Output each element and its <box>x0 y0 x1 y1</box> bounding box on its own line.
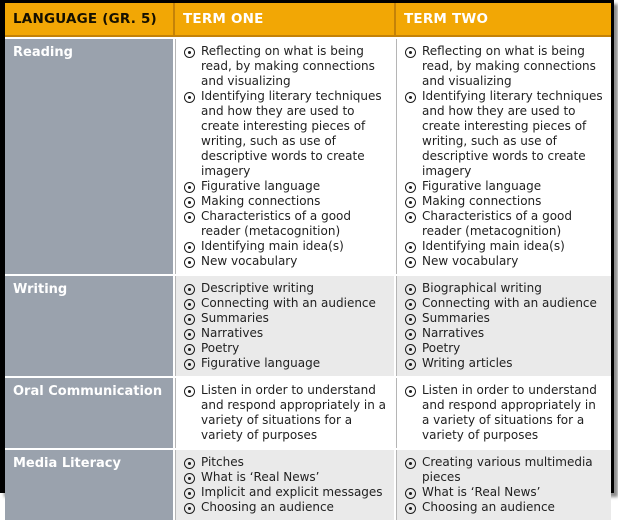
bullet-item <box>405 179 605 194</box>
radio-bullet-icon <box>405 386 416 397</box>
bullet-item <box>405 239 605 254</box>
table-header-row <box>5 3 611 37</box>
term-one-cell <box>175 450 394 520</box>
radio-bullet-icon <box>184 386 195 397</box>
bullet-item <box>184 179 388 194</box>
radio-bullet-icon <box>405 212 416 223</box>
row-label: Writing <box>5 276 173 376</box>
table-inner <box>5 3 611 514</box>
bullet-text: Figurative language <box>201 356 321 370</box>
bullet-text: Characteristics of a good reader (metacognition) <box>201 209 351 238</box>
bullet-item <box>405 485 605 500</box>
bullet-text: Poetry <box>422 341 461 355</box>
bullet-item <box>405 209 605 239</box>
row-label: Media Literacy <box>5 450 173 520</box>
bullet-text: Making connections <box>422 194 542 208</box>
row-label: Reading <box>5 39 173 274</box>
radio-bullet-icon <box>405 344 416 355</box>
bullet-text: Making connections <box>201 194 321 208</box>
bullet-item <box>184 239 388 254</box>
bullet-list <box>405 44 605 269</box>
bullet-text: Connecting with an audience <box>201 296 376 310</box>
radio-bullet-icon <box>184 284 195 295</box>
bullet-list <box>184 455 388 515</box>
bullet-item <box>184 194 388 209</box>
bullet-text: Summaries <box>201 311 269 325</box>
bullet-text: Poetry <box>201 341 240 355</box>
radio-bullet-icon <box>405 47 416 58</box>
bullet-text: Choosing an audience <box>422 500 555 514</box>
table-title: LANGUAGE (GR. 5) <box>5 3 173 35</box>
radio-bullet-icon <box>405 182 416 193</box>
bullet-item <box>405 89 605 179</box>
bullet-item <box>184 254 388 269</box>
bullet-item <box>184 470 388 485</box>
radio-bullet-icon <box>405 503 416 514</box>
bullet-text: Identifying main idea(s) <box>422 239 565 253</box>
radio-bullet-icon <box>405 329 416 340</box>
bullet-text: Reflecting on what is being read, by making connections and visualizing <box>422 44 596 88</box>
radio-bullet-icon <box>184 47 195 58</box>
radio-bullet-icon <box>184 299 195 310</box>
bullet-item <box>184 44 388 89</box>
bullet-item <box>405 500 605 515</box>
bullet-text: Biographical writing <box>422 281 542 295</box>
row-label: Oral Communication <box>5 378 173 448</box>
bullet-text: Characteristics of a good reader (metacognition) <box>422 209 572 238</box>
bullet-item <box>405 194 605 209</box>
bullet-item <box>184 311 388 326</box>
radio-bullet-icon <box>405 488 416 499</box>
bullet-list <box>405 455 605 515</box>
column-header-term-one: TERM ONE <box>175 3 394 35</box>
bullet-item <box>184 455 388 470</box>
radio-bullet-icon <box>184 314 195 325</box>
bullet-text: Identifying main idea(s) <box>201 239 344 253</box>
term-two-cell <box>396 378 611 448</box>
bullet-text: Implicit and explicit messages <box>201 485 383 499</box>
radio-bullet-icon <box>184 197 195 208</box>
bullet-item <box>184 89 388 179</box>
bullet-item <box>405 281 605 296</box>
bullet-text: Narratives <box>201 326 264 340</box>
bullet-text: Identifying literary techniques and how they are used to create interesting pieces of writing, such as use of descriptive words to create imagery <box>201 89 382 178</box>
bullet-list <box>405 383 605 443</box>
bullet-item <box>184 356 388 371</box>
bullet-item <box>184 341 388 356</box>
bullet-text: New vocabulary <box>422 254 519 268</box>
bullet-list <box>184 44 388 269</box>
radio-bullet-icon <box>405 242 416 253</box>
bullet-list <box>405 281 605 371</box>
bullet-item <box>405 326 605 341</box>
bullet-text: Listen in order to understand and respond appropriately in a variety of situations for a variety of purposes <box>422 383 597 442</box>
bullet-text: Creating various multimedia pieces <box>422 455 593 484</box>
radio-bullet-icon <box>405 257 416 268</box>
term-two-cell <box>396 39 611 274</box>
bullet-text: What is ‘Real News’ <box>422 485 541 499</box>
bullet-text: What is ‘Real News’ <box>201 470 320 484</box>
bullet-item <box>184 296 388 311</box>
radio-bullet-icon <box>184 257 195 268</box>
bullet-item <box>405 455 605 485</box>
radio-bullet-icon <box>184 182 195 193</box>
radio-bullet-icon <box>184 458 195 469</box>
radio-bullet-icon <box>184 359 195 370</box>
radio-bullet-icon <box>184 488 195 499</box>
radio-bullet-icon <box>405 284 416 295</box>
bullet-item <box>184 209 388 239</box>
bullet-item <box>184 281 388 296</box>
table-row <box>5 39 611 274</box>
radio-bullet-icon <box>405 299 416 310</box>
bullet-text: Choosing an audience <box>201 500 334 514</box>
bullet-text: New vocabulary <box>201 254 298 268</box>
radio-bullet-icon <box>184 503 195 514</box>
bullet-text: Summaries <box>422 311 490 325</box>
bullet-text: Figurative language <box>422 179 542 193</box>
radio-bullet-icon <box>184 242 195 253</box>
table-row <box>5 450 611 520</box>
radio-bullet-icon <box>405 92 416 103</box>
bullet-text: Figurative language <box>201 179 321 193</box>
bullet-text: Narratives <box>422 326 485 340</box>
radio-bullet-icon <box>405 458 416 469</box>
bullet-item <box>405 296 605 311</box>
radio-bullet-icon <box>184 329 195 340</box>
radio-bullet-icon <box>405 359 416 370</box>
term-one-cell <box>175 378 394 448</box>
table-row <box>5 378 611 448</box>
bullet-text: Identifying literary techniques and how they are used to create interesting pieces of writing, such as use of descriptive words to create imagery <box>422 89 603 178</box>
radio-bullet-icon <box>184 212 195 223</box>
column-header-term-two: TERM TWO <box>396 3 611 35</box>
bullet-item <box>405 44 605 89</box>
bullet-text: Writing articles <box>422 356 513 370</box>
bullet-item <box>405 341 605 356</box>
bullet-list <box>184 383 388 443</box>
radio-bullet-icon <box>184 473 195 484</box>
table-body <box>5 39 611 520</box>
bullet-item <box>405 254 605 269</box>
bullet-text: Listen in order to understand and respond appropriately in a variety of situations for a variety of purposes <box>201 383 386 442</box>
term-two-cell <box>396 276 611 376</box>
term-two-cell <box>396 450 611 520</box>
bullet-item <box>405 383 605 443</box>
bullet-text: Reflecting on what is being read, by making connections and visualizing <box>201 44 375 88</box>
radio-bullet-icon <box>184 92 195 103</box>
bullet-item <box>184 326 388 341</box>
radio-bullet-icon <box>184 344 195 355</box>
bullet-item <box>184 383 388 443</box>
term-one-cell <box>175 276 394 376</box>
radio-bullet-icon <box>405 197 416 208</box>
bullet-text: Pitches <box>201 455 244 469</box>
radio-bullet-icon <box>405 314 416 325</box>
bullet-text: Connecting with an audience <box>422 296 597 310</box>
term-one-cell <box>175 39 394 274</box>
bullet-item <box>184 485 388 500</box>
bullet-item <box>184 500 388 515</box>
bullet-text: Descriptive writing <box>201 281 315 295</box>
bullet-list <box>184 281 388 371</box>
table-row <box>5 276 611 376</box>
bullet-item <box>405 311 605 326</box>
bullet-item <box>405 356 605 371</box>
